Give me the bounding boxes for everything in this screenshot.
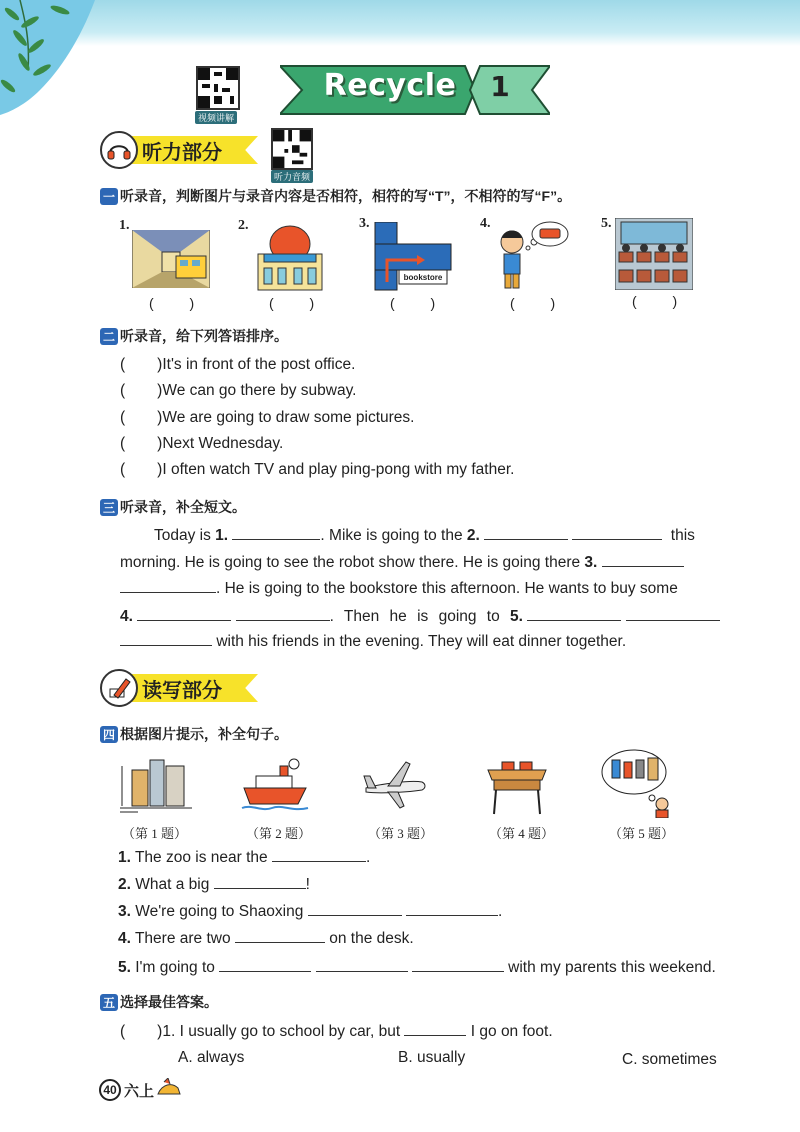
q2-paren-open[interactable]: (	[120, 409, 126, 426]
q4-instruction	[100, 724, 288, 744]
q4-instruction-text: 根据图片提示，补全句子。	[120, 726, 288, 742]
sentence-number: 2.	[118, 876, 131, 893]
answer-blank[interactable]	[404, 1022, 466, 1036]
q4-sentence	[118, 848, 370, 867]
answer-blank[interactable]	[316, 958, 408, 972]
q2-paren-open[interactable]: (	[120, 461, 126, 478]
q5-instruction-text: 选择最佳答案。	[120, 994, 218, 1010]
q5-option-a[interactable]: A. always	[178, 1049, 245, 1066]
passage-text: Today is	[154, 527, 216, 544]
q2-paren-close: )	[157, 409, 163, 426]
passage-text: morning. He is going to see the robot show there. He is going there	[120, 554, 585, 571]
desk-with-books-picture	[484, 756, 550, 816]
blank-number: 2.	[466, 527, 480, 544]
sentence-text: The zoo is near the	[134, 849, 268, 866]
q2-paren-close: )	[157, 382, 163, 399]
sentence-text: I'm going to	[135, 959, 215, 976]
q2-paren-open[interactable]: (	[120, 435, 126, 452]
answer-blank[interactable]	[214, 875, 306, 889]
q1-item-number: 5.	[601, 216, 612, 231]
video-qr-code[interactable]	[196, 66, 240, 110]
q5-option-c[interactable]: C. sometimes	[622, 1051, 717, 1068]
q4-sentence	[118, 902, 502, 921]
passage-text: . Then he is going to	[329, 608, 511, 625]
sentence-number: 3.	[118, 903, 131, 920]
answer-blank[interactable]	[235, 929, 325, 943]
q5-option-b[interactable]: B. usually	[398, 1049, 466, 1066]
subway-station-picture	[132, 230, 210, 288]
answer-blank[interactable]	[572, 526, 662, 540]
grade-label: 六上	[124, 1083, 155, 1100]
listening-section-title: 听力部分	[142, 140, 222, 164]
turn-right-sign-picture	[373, 222, 453, 292]
q5-instruction	[100, 992, 218, 1012]
q1-answer-paren[interactable]: ( )	[510, 295, 572, 311]
q1-answer-paren[interactable]: ( )	[269, 295, 331, 311]
passage-text: this	[670, 527, 695, 544]
page-title: Recycle	[323, 68, 457, 103]
sentence-number: 5.	[118, 959, 131, 976]
q2-badge: 二	[100, 328, 118, 345]
q1-instruction-text: 听录音，判断图片与录音内容是否相符，相符的写“T”，不相符的写“F”。	[120, 188, 572, 204]
q3-instruction	[100, 497, 246, 517]
answer-blank[interactable]	[120, 632, 212, 646]
answer-blank[interactable]	[272, 848, 366, 862]
bird-mascot-icon	[156, 1078, 182, 1100]
qr-pattern-icon	[198, 68, 238, 108]
city-buildings-picture	[118, 756, 194, 814]
q2-paren-close: )	[157, 435, 163, 452]
blank-number: 4.	[120, 608, 133, 625]
q1-item-number: 3.	[359, 216, 370, 231]
question-text: I usually go to school by car, but	[179, 1023, 401, 1040]
sentence-after: on the desk.	[329, 930, 414, 947]
sentence-text: What a big	[135, 876, 210, 893]
answer-blank[interactable]	[120, 579, 216, 593]
q2-answer-text: It's in front of the post office.	[162, 356, 356, 373]
plane-picture	[360, 758, 428, 810]
q4-sentence	[118, 929, 414, 948]
top-decor-band	[0, 0, 800, 46]
passage-text: . He is going to the bookstore this afternoon. He wants to buy some	[216, 580, 678, 597]
boy-thinking-of-bus-picture	[494, 220, 570, 292]
answer-blank[interactable]	[527, 607, 621, 621]
cinema-audience-picture	[615, 218, 693, 290]
answer-blank[interactable]	[626, 607, 720, 621]
q5-question	[120, 1022, 553, 1041]
pencil-icon	[100, 669, 138, 707]
q1-item-number: 2.	[238, 218, 249, 233]
q2-answer-line	[120, 409, 414, 427]
sentence-after: with my parents this weekend.	[508, 959, 716, 976]
q3-badge: 三	[100, 499, 118, 516]
q3-passage-line	[120, 632, 626, 651]
q4-badge: 四	[100, 726, 118, 743]
page-number: 40	[99, 1079, 121, 1101]
q4-sentence	[118, 875, 310, 894]
answer-paren-open[interactable]: (	[120, 1023, 126, 1040]
listening-section-header	[100, 131, 270, 169]
q3-passage-line	[120, 607, 720, 626]
audio-qr-caption: 听力音频	[271, 170, 313, 183]
q2-answer-text: I often watch TV and play ping-pong with my father.	[162, 461, 515, 478]
q2-answer-line	[120, 356, 355, 374]
answer-blank[interactable]	[232, 526, 320, 540]
qr-pattern-icon	[273, 130, 311, 168]
q3-passage-line	[120, 553, 684, 572]
q4-picture-caption: （第 2 题）	[246, 826, 312, 841]
q2-paren-close: )	[157, 356, 163, 373]
sentence-number: 1.	[118, 849, 131, 866]
answer-blank[interactable]	[406, 902, 498, 916]
q1-instruction	[100, 186, 571, 206]
q4-picture-caption: （第 1 题）	[122, 826, 188, 841]
q1-answer-paren[interactable]: ( )	[632, 293, 694, 309]
question-text: I go on foot.	[470, 1023, 553, 1040]
audio-qr-code[interactable]	[271, 128, 313, 170]
sentence-text: There are two	[134, 930, 231, 947]
q1-badge: 一	[100, 188, 118, 205]
sentence-end: .	[498, 903, 503, 920]
headphones-icon	[100, 131, 138, 169]
science-museum-picture	[254, 224, 326, 292]
reading-section-title: 读写部分	[142, 678, 222, 702]
q2-answer-text: We can go there by subway.	[162, 382, 357, 399]
q4-picture-caption: （第 3 题）	[368, 826, 434, 841]
question-number: )1.	[157, 1023, 176, 1040]
sentence-number: 4.	[118, 930, 131, 947]
q2-paren-close: )	[157, 461, 163, 478]
answer-blank[interactable]	[484, 526, 568, 540]
family-thought-bubble-picture	[600, 748, 674, 818]
unit-number: 1	[490, 70, 510, 103]
passage-text: . Mike is going to the	[320, 527, 467, 544]
q2-answer-text: Next Wednesday.	[162, 435, 284, 452]
q2-answer-line	[120, 435, 283, 453]
q1-item-number: 1.	[119, 218, 130, 233]
sentence-end: .	[365, 849, 371, 866]
q2-answer-line	[120, 382, 357, 400]
q1-item-number: 4.	[480, 216, 491, 231]
ship-picture	[240, 758, 310, 812]
q5-badge: 五	[100, 994, 118, 1011]
answer-blank[interactable]	[412, 958, 504, 972]
answer-blank[interactable]	[219, 958, 311, 972]
q3-passage-line	[154, 526, 695, 545]
q2-instruction	[100, 326, 288, 346]
q4-picture-caption: （第 5 题）	[609, 826, 675, 841]
answer-blank[interactable]	[602, 553, 684, 567]
q2-answer-line	[120, 461, 514, 479]
answer-blank[interactable]	[236, 607, 330, 621]
q4-picture-caption: （第 4 题）	[489, 826, 555, 841]
q1-answer-paren[interactable]: ( )	[390, 295, 452, 311]
reading-section-header	[100, 669, 270, 707]
answer-blank[interactable]	[308, 902, 402, 916]
bookstore-sign-label: bookstore	[403, 273, 443, 282]
passage-text: with his friends in the evening. They will eat dinner together.	[216, 633, 627, 650]
q2-instruction-text: 听录音，给下列答语排序。	[120, 328, 288, 344]
q4-sentence	[118, 958, 716, 977]
blank-number: 1.	[215, 527, 229, 544]
blank-number: 3.	[584, 554, 598, 571]
sentence-end: !	[305, 876, 310, 893]
q2-answer-text: We are going to draw some pictures.	[162, 409, 415, 426]
video-qr-caption: 视频讲解	[195, 111, 237, 124]
blank-number: 5.	[510, 608, 523, 625]
q2-paren-open[interactable]: (	[120, 356, 126, 373]
sentence-text: We're going to Shaoxing	[135, 903, 304, 920]
q1-answer-paren[interactable]: ( )	[149, 295, 211, 311]
willow-leaves-icon	[0, 0, 120, 118]
q2-paren-open[interactable]: (	[120, 382, 126, 399]
answer-blank[interactable]	[137, 607, 231, 621]
q3-passage-line	[120, 579, 678, 598]
q3-instruction-text: 听录音，补全短文。	[120, 499, 246, 515]
